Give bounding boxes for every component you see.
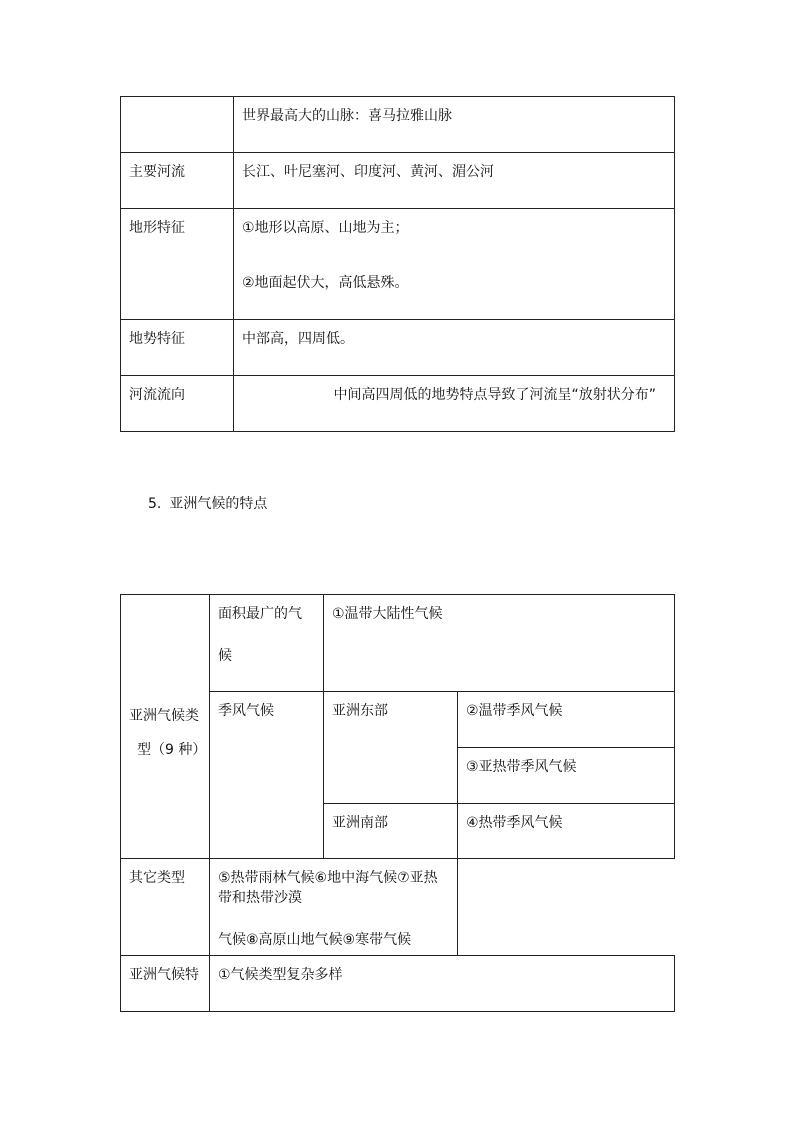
- row-label-cell: 地势特征: [121, 320, 234, 376]
- row-label-cell: 地形特征: [121, 209, 234, 320]
- monsoon-label-cell: 季风气候: [210, 692, 324, 859]
- row-label-cell: [121, 97, 234, 153]
- table-row: [121, 859, 675, 956]
- row-value-cell: [234, 209, 675, 320]
- cell-text: 候: [218, 648, 232, 664]
- widest-climate-label-cell: [210, 595, 324, 692]
- climate-value-cell: ④热带季风气候: [458, 804, 675, 859]
- south-asia-label-cell: 亚洲南部: [324, 804, 458, 859]
- table-row: [121, 153, 675, 209]
- cell-text: 型（9 种）: [137, 741, 207, 758]
- cell-text: 中部高，四周低。: [242, 331, 354, 347]
- row-label-cell: 河流流向: [121, 376, 234, 432]
- cell-text: 中间高四周低的地势特点导致了河流呈“放射状分布”: [333, 387, 656, 403]
- cell-text: ⑤热带雨林气候⑥地中海气候⑦亚热带和热带沙漠: [218, 870, 438, 906]
- cell-text: 世界最高大的山脉：喜马拉雅山脉: [242, 108, 452, 124]
- row-value-cell: [234, 153, 675, 209]
- climate-value-cell: ②温带季风气候: [458, 692, 675, 748]
- cell-text: 面积最广的气: [218, 606, 302, 622]
- row-value-cell: [234, 97, 675, 153]
- asia-climate-table: [120, 594, 675, 1012]
- cell-text: 亚洲气候类: [129, 707, 199, 724]
- cell-text: ①温带大陆性气候: [332, 606, 443, 622]
- widest-climate-value-cell: [324, 595, 675, 692]
- other-types-value-cell: [210, 859, 458, 956]
- climate-features-label-cell: 亚洲气候特: [121, 956, 210, 1012]
- table-row: [121, 97, 675, 153]
- table-row: [121, 320, 675, 376]
- row-value-cell: [234, 376, 675, 432]
- climate-features-value-cell: ①气候类型复杂多样: [210, 956, 675, 1012]
- other-types-label-cell: 其它类型: [121, 859, 210, 956]
- climate-value-cell: ③亚热带季风气候: [458, 748, 675, 804]
- row-label-cell: 主要河流: [121, 153, 234, 209]
- east-asia-label-cell: 亚洲东部: [324, 692, 458, 804]
- climate-types-label-cell: [121, 595, 210, 859]
- row-value-cell: [234, 320, 675, 376]
- table-row: [121, 376, 675, 432]
- table-row: [121, 595, 675, 692]
- section-title: 亚洲气候的特点: [169, 496, 268, 512]
- cell-text: 气候⑧高原山地气候⑨寒带气候: [218, 932, 412, 948]
- cell-text: 长江、叶尼塞河、印度河、黄河、湄公河: [242, 164, 494, 180]
- cell-text: ①地形以高原、山地为主；: [242, 220, 409, 236]
- table-row: [121, 956, 675, 1012]
- section-number: 5.: [148, 496, 162, 512]
- asia-terrain-table: [120, 96, 675, 432]
- cell-text: ②地面起伏大，高低悬殊。: [242, 275, 409, 291]
- table-row: [121, 209, 675, 320]
- section-heading: [148, 494, 267, 514]
